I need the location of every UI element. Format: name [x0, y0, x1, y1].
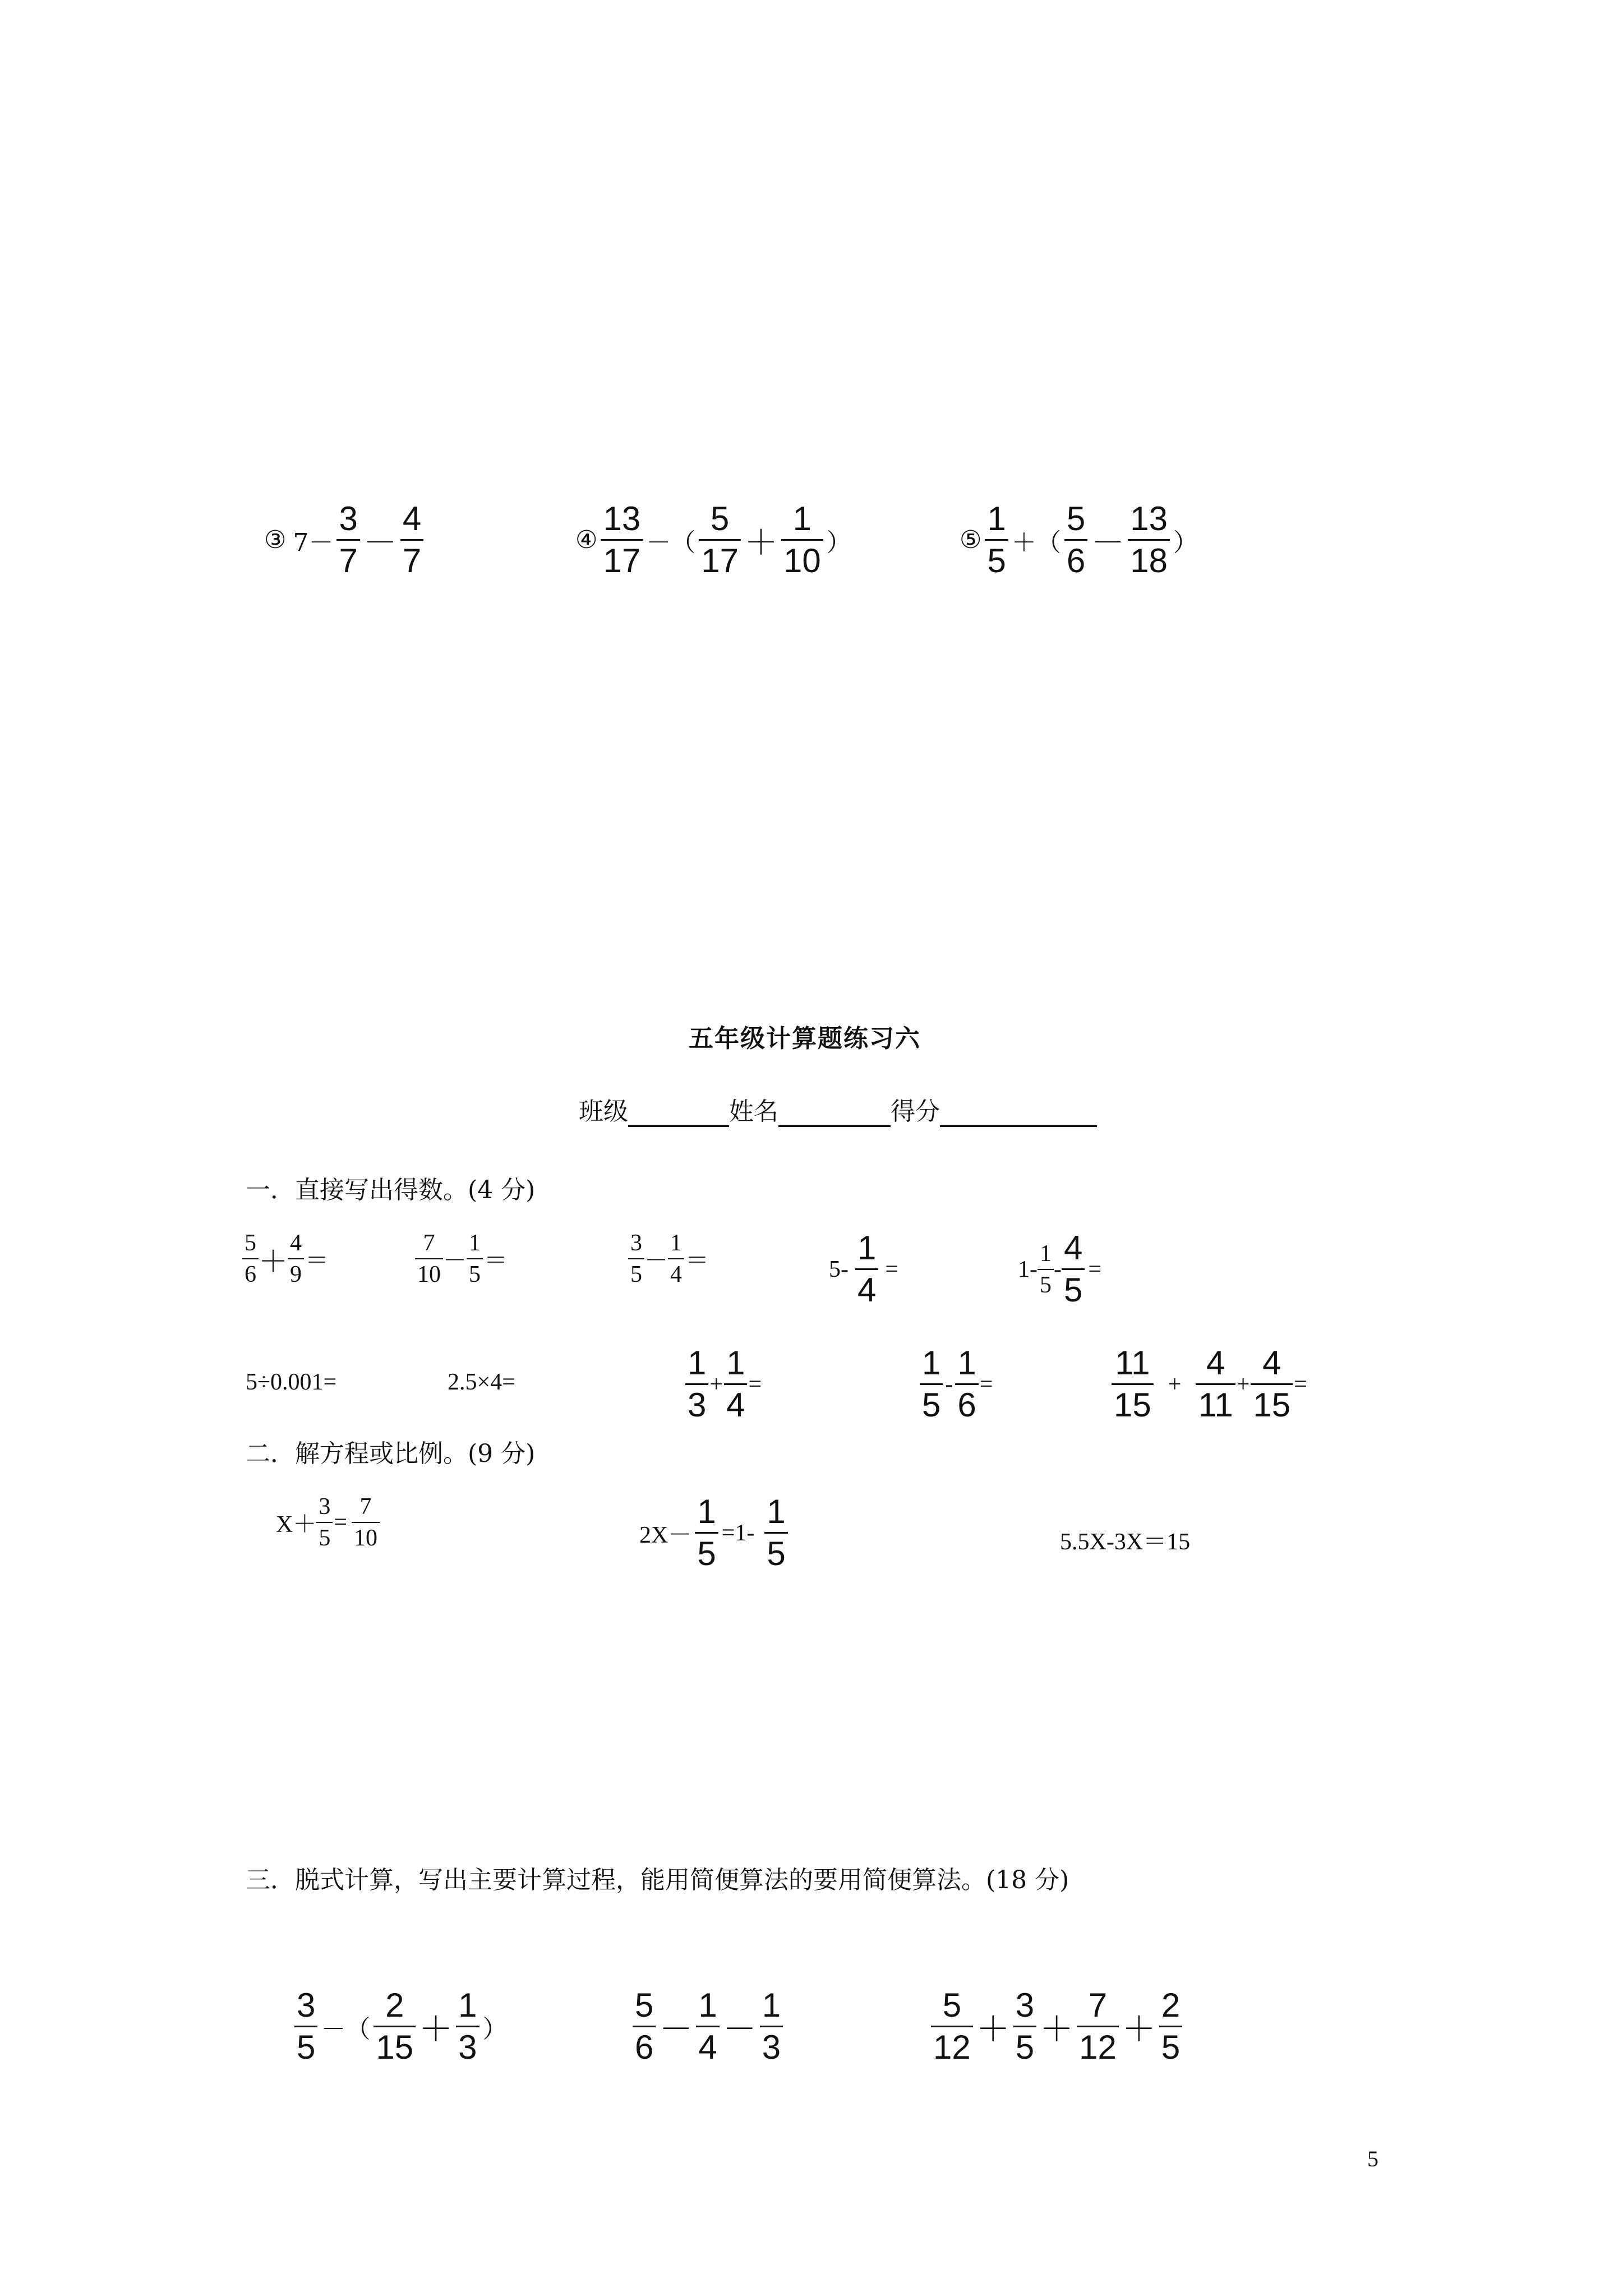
fraction-bar [294, 2026, 317, 2027]
operator: = [1294, 1371, 1307, 1397]
fraction [696, 1986, 719, 2066]
numerator: 2 [385, 1986, 404, 2024]
fraction [985, 502, 1008, 578]
numerator: 1 [957, 1344, 976, 1382]
fraction [242, 1231, 259, 1286]
denominator: 15 [1114, 1386, 1151, 1424]
fraction-bar [696, 2026, 719, 2027]
section-1-heading: 一．直接写出得数。(4 分) [246, 1176, 536, 1204]
operator: －（ [646, 528, 696, 556]
denominator: 17 [603, 542, 641, 579]
fraction [456, 1986, 479, 2066]
denominator: 10 [354, 1525, 378, 1551]
name-blank[interactable] [778, 1101, 891, 1127]
denominator: 5 [297, 2028, 316, 2066]
denominator: 6 [1066, 542, 1086, 579]
fraction [1038, 1242, 1054, 1297]
fraction [601, 502, 643, 578]
numerator: 4 [1262, 1344, 1281, 1382]
numerator: 1 [857, 1229, 877, 1267]
fraction [685, 1346, 708, 1422]
fraction-bar [760, 2026, 783, 2027]
operator: + [1236, 1371, 1250, 1397]
fraction-bar [1128, 539, 1170, 541]
fraction-bar [1159, 2026, 1182, 2027]
equation-a [276, 1495, 380, 1550]
operator: - [1054, 1256, 1062, 1282]
operator: ＋ [976, 2010, 1010, 2048]
score-label: 得分 [891, 1097, 940, 1126]
numerator: 7 [359, 1494, 372, 1520]
denominator: 4 [698, 2028, 717, 2066]
denominator: 9 [290, 1262, 302, 1287]
s1-r1-d [826, 1231, 902, 1307]
fraction [374, 1986, 416, 2066]
denominator: 7 [402, 542, 422, 579]
name-label: 姓名 [729, 1097, 778, 1126]
fraction [633, 1986, 656, 2066]
numerator: 4 [402, 500, 422, 537]
fraction-bar [764, 1532, 787, 1534]
operator: = [748, 1371, 762, 1397]
page-number: 5 [1367, 2146, 1378, 2171]
operator: － [1091, 523, 1125, 562]
problem-5 [956, 502, 1201, 578]
denominator: 5 [630, 1262, 642, 1287]
numerator: 5 [635, 1986, 654, 2024]
denominator: 4 [726, 1386, 745, 1424]
problem-3 [261, 502, 423, 578]
fraction [699, 502, 741, 578]
fraction [931, 1986, 973, 2066]
close-paren: ） [826, 528, 851, 556]
fraction-bar [242, 1258, 259, 1259]
class-blank[interactable] [628, 1101, 729, 1127]
operator: - [945, 1371, 953, 1397]
fraction [855, 1231, 878, 1307]
fraction [695, 1495, 718, 1571]
numerator: 3 [319, 1494, 331, 1520]
operator: － [659, 2010, 693, 2048]
operator: ＋ [744, 523, 778, 562]
fraction-bar [668, 1258, 684, 1259]
problem-4 [572, 502, 855, 578]
numerator: 1 [987, 500, 1006, 537]
denominator: 17 [701, 542, 739, 579]
denominator: 11 [1198, 1386, 1233, 1424]
operator: =1- [721, 1520, 755, 1546]
denominator: 3 [458, 2028, 477, 2066]
calc-c [931, 1986, 1182, 2066]
fraction-bar [1196, 1383, 1235, 1385]
denominator: 5 [1161, 2028, 1181, 2066]
numerator: 5 [942, 1986, 962, 2024]
fraction-bar [316, 1522, 333, 1523]
operator: = [1088, 1256, 1102, 1282]
s1-r2-c [685, 1346, 763, 1422]
section-3-heading: 三．脱式计算，写出主要计算过程，能用简便算法的要用简便算法。(18 分) [246, 1866, 1069, 1894]
operator: = [885, 1256, 899, 1282]
s1-r2-b: 2.5×4= [448, 1369, 515, 1395]
numerator: 1 [762, 1986, 781, 2024]
fraction [352, 1495, 380, 1550]
operator: － [443, 1248, 467, 1274]
fraction [955, 1346, 978, 1422]
denominator: 12 [1079, 2028, 1117, 2066]
numerator: 11 [1115, 1344, 1150, 1382]
numerator: 1 [458, 1986, 477, 2024]
denominator: 3 [762, 2028, 781, 2066]
denominator: 5 [1040, 1272, 1052, 1298]
fraction-bar [352, 1522, 380, 1523]
fraction [1013, 1986, 1036, 2066]
equation-b [639, 1495, 788, 1571]
denominator: 6 [245, 1262, 256, 1287]
fraction [760, 1986, 783, 2066]
fraction-bar [456, 2026, 479, 2027]
denominator: 4 [857, 1271, 877, 1309]
close-paren: ） [1173, 528, 1198, 556]
fraction-bar [633, 2026, 656, 2027]
fraction-bar [601, 539, 643, 541]
score-blank[interactable] [940, 1101, 1097, 1127]
denominator: 5 [767, 1535, 786, 1572]
numerator: 1 [697, 1493, 716, 1530]
equation-c: 5.5X-3X＝15 [1060, 1529, 1191, 1555]
fraction [1064, 502, 1087, 578]
denominator: 18 [1130, 542, 1168, 579]
fraction-bar [336, 539, 359, 541]
denominator: 5 [469, 1262, 481, 1287]
operator: = [979, 1371, 993, 1397]
s1-r1-b [415, 1231, 509, 1286]
fraction-bar [724, 1383, 747, 1385]
denominator: 15 [1253, 1386, 1291, 1424]
class-label: 班级 [579, 1097, 628, 1126]
fraction-bar [781, 539, 823, 541]
operator: －（ [321, 2015, 371, 2043]
fraction-bar [920, 1383, 943, 1385]
denominator: 5 [922, 1386, 941, 1424]
numerator: 5 [1066, 500, 1086, 537]
numerator: 1 [792, 500, 812, 537]
fraction [467, 1231, 483, 1286]
fraction-bar [931, 2026, 973, 2027]
fraction-bar [699, 539, 741, 541]
fraction [764, 1495, 787, 1571]
fraction-bar [685, 1383, 708, 1385]
denominator: 5 [1015, 2028, 1035, 2066]
numerator: 1 [1040, 1240, 1052, 1267]
fraction-bar [855, 1268, 878, 1270]
operator: ＝ [484, 1248, 508, 1274]
section-2-heading: 二．解方程或比例。(9 分) [246, 1439, 536, 1468]
numerator: 3 [630, 1230, 642, 1256]
numerator: 13 [1130, 500, 1168, 537]
fraction [336, 502, 359, 578]
page-title: 五年级计算题练习六 [689, 1024, 921, 1053]
calc-b [633, 1986, 783, 2066]
numerator: 1 [698, 1986, 717, 2024]
denominator: 5 [697, 1535, 716, 1572]
fraction-bar [400, 539, 423, 541]
fraction-bar [1077, 2026, 1119, 2027]
fraction [1251, 1346, 1293, 1422]
fraction-bar [628, 1258, 644, 1259]
fraction [1112, 1346, 1154, 1422]
fraction [415, 1231, 443, 1286]
operator: = [334, 1510, 348, 1535]
fraction-bar [1064, 539, 1087, 541]
fraction-bar [955, 1383, 978, 1385]
operator: X＋ [276, 1512, 317, 1538]
lead-term: 7－ [293, 528, 334, 557]
fraction-bar [1112, 1383, 1154, 1385]
fraction [781, 502, 823, 578]
denominator: 10 [783, 542, 821, 579]
operator: 1- [1018, 1256, 1038, 1282]
operator: － [722, 2010, 757, 2048]
operator: － [644, 1248, 668, 1274]
fraction [1128, 502, 1170, 578]
calc-a [294, 1986, 511, 2066]
s1-r2-a: 5÷0.001= [246, 1369, 337, 1395]
fraction [316, 1495, 333, 1550]
denominator: 5 [319, 1525, 331, 1551]
fraction [668, 1231, 684, 1286]
fraction [920, 1346, 943, 1422]
operator: ） [482, 2015, 508, 2043]
s1-r1-a [242, 1231, 330, 1286]
fraction-bar [415, 1258, 443, 1259]
numerator: 2 [1161, 1986, 1181, 2024]
operator: + [1168, 1371, 1182, 1397]
numerator: 4 [1064, 1229, 1083, 1267]
fraction [1062, 1231, 1085, 1307]
operator: ＋（ [1011, 528, 1061, 556]
fraction [288, 1231, 304, 1286]
problem-label: ④ [575, 526, 598, 554]
numerator: 7 [423, 1230, 435, 1256]
fraction [1159, 1986, 1182, 2066]
fraction-bar [1013, 2026, 1036, 2027]
numerator: 1 [670, 1230, 683, 1256]
numerator: 4 [1206, 1344, 1225, 1382]
fraction-bar [1062, 1268, 1085, 1270]
fraction-bar [695, 1532, 718, 1534]
denominator: 3 [688, 1386, 707, 1424]
s1-r1-c [628, 1231, 710, 1286]
fraction-bar [1251, 1383, 1293, 1385]
operator: + [709, 1371, 723, 1397]
fraction-bar [985, 539, 1008, 541]
fraction [628, 1231, 644, 1286]
fraction [1077, 1986, 1119, 2066]
s1-r1-e [1018, 1231, 1105, 1307]
numerator: 7 [1088, 1986, 1108, 2024]
operator: － [363, 523, 397, 562]
problem-label: ⑤ [960, 526, 982, 554]
s1-r2-e [1112, 1346, 1308, 1422]
fraction [1196, 1346, 1235, 1422]
numerator: 3 [297, 1986, 316, 2024]
numerator: 1 [688, 1344, 707, 1382]
fraction-bar [467, 1258, 483, 1259]
denominator: 10 [417, 1262, 441, 1287]
operator: ＋ [419, 2010, 453, 2048]
numerator: 3 [339, 500, 358, 537]
info-line [579, 1091, 1097, 1127]
operator: ＝ [305, 1248, 329, 1274]
denominator: 15 [376, 2028, 414, 2066]
fraction [294, 1986, 317, 2066]
fraction [724, 1346, 747, 1422]
fraction-bar [1038, 1269, 1054, 1270]
numerator: 1 [922, 1344, 941, 1382]
denominator: 6 [635, 2028, 654, 2066]
numerator: 1 [469, 1230, 481, 1256]
denominator: 5 [1064, 1271, 1083, 1309]
numerator: 1 [726, 1344, 745, 1382]
numerator: 5 [245, 1230, 256, 1256]
denominator: 4 [670, 1262, 683, 1287]
fraction-bar [288, 1258, 304, 1259]
operator: ＋ [1122, 2010, 1156, 2048]
numerator: 4 [290, 1230, 302, 1256]
fraction [400, 502, 423, 578]
operator: ＋ [1040, 2010, 1074, 2048]
operator: ＋ [259, 1246, 288, 1278]
denominator: 12 [933, 2028, 971, 2066]
numerator: 13 [603, 500, 641, 537]
denominator: 5 [987, 542, 1006, 579]
denominator: 7 [339, 542, 358, 579]
numerator: 1 [767, 1493, 786, 1530]
numerator: 5 [710, 500, 730, 537]
numerator: 3 [1015, 1986, 1035, 2024]
operator: ＝ [685, 1248, 709, 1274]
problem-label: ③ [264, 526, 287, 554]
operator: 2X－ [639, 1522, 692, 1548]
denominator: 6 [957, 1386, 976, 1424]
s1-r2-d [920, 1346, 994, 1422]
operator: 5- [829, 1256, 849, 1282]
fraction-bar [374, 2026, 416, 2027]
